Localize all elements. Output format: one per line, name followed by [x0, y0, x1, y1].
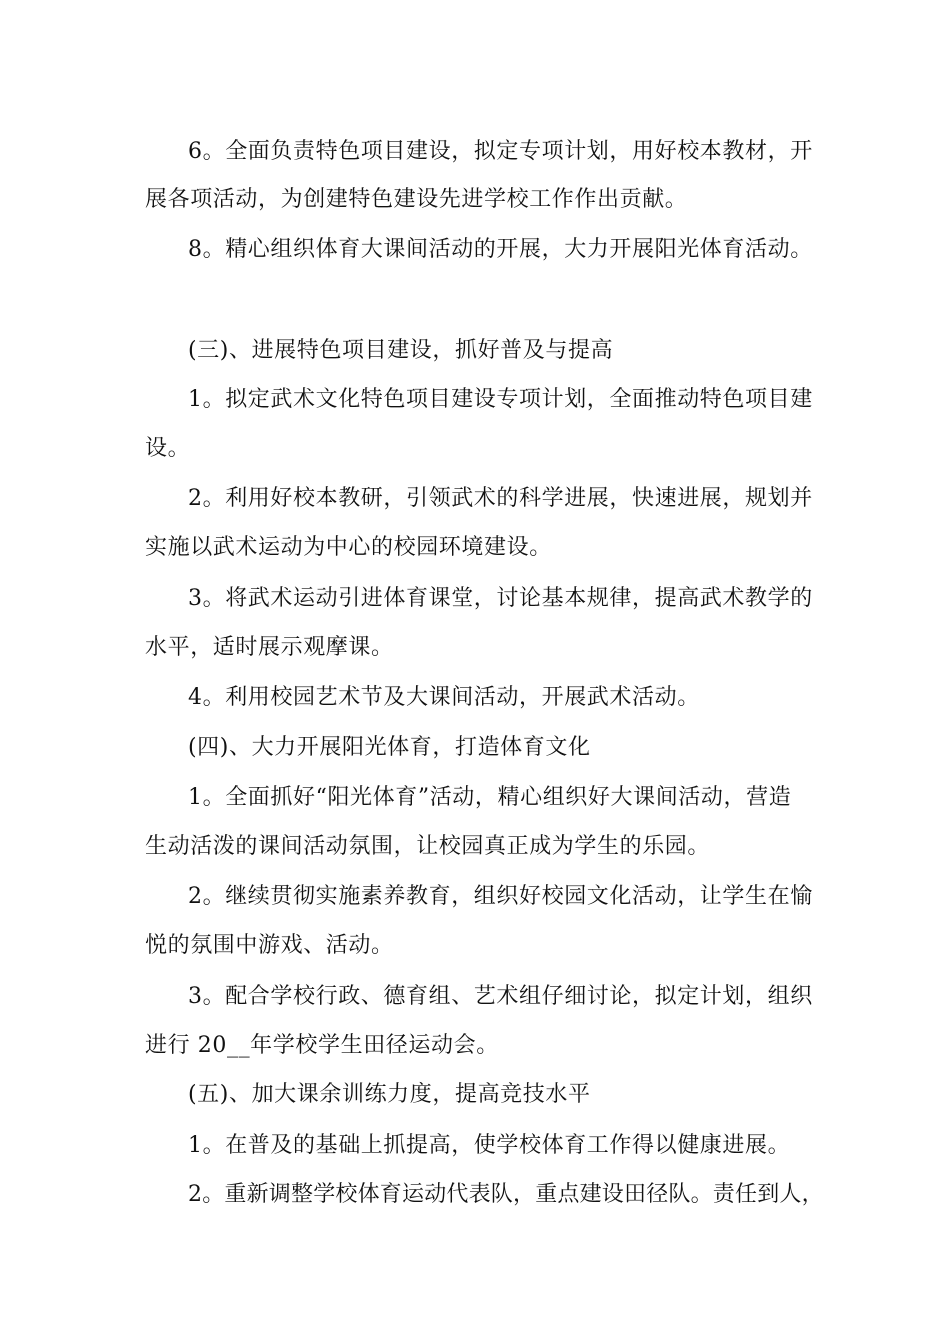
paragraph-line: 6。全面负责特色项目建设，拟定专项计划，用好校本教材，开 [188, 139, 813, 164]
paragraph-line: 2。重新调整学校体育运动代表队，重点建设田径队。责任到人， [188, 1182, 824, 1207]
paragraph-line: 2。继续贯彻实施素养教育，组织好校园文化活动，让学生在愉 [188, 884, 813, 909]
paragraph-line: 生动活泼的课间活动氛围，让校园真正成为学生的乐园。 [145, 834, 711, 859]
paragraph-line: 悦的氛围中游戏、活动。 [145, 933, 394, 958]
paragraph-line: 1。全面抓好“阳光体育”活动，精心组织好大课间活动，营造 [188, 785, 792, 810]
section-heading: (三)、进展特色项目建设，抓好普及与提高 [188, 338, 614, 363]
paragraph-line: 2。利用好校本教研，引领武术的科学进展，快速进展，规划并 [188, 486, 813, 511]
section-heading: (五)、加大课余训练力度，提高竞技水平 [188, 1082, 591, 1107]
paragraph-line: 实施以武术运动为中心的校园环境建设。 [145, 535, 552, 560]
paragraph-line: 3。配合学校行政、德育组、艺术组仔细讨论，拟定计划，组织 [188, 984, 813, 1009]
paragraph-line: 4。利用校园艺术节及大课间活动，开展武术活动。 [188, 685, 700, 710]
paragraph-line: 展各项活动，为创建特色建设先进学校工作作出贡献。 [145, 187, 688, 212]
paragraph-line: 1。拟定武术文化特色项目建设专项计划，全面推动特色项目建 [188, 387, 813, 412]
paragraph-line: 水平，适时展示观摩课。 [145, 635, 394, 660]
paragraph-line: 3。将武术运动引进体育课堂，讨论基本规律，提高武术教学的 [188, 586, 813, 611]
paragraph-line: 1。在普及的基础上抓提高，使学校体育工作得以健康进展。 [188, 1133, 791, 1158]
paragraph-line: 8。精心组织体育大课间活动的开展，大力开展阳光体育活动。 [188, 237, 813, 262]
paragraph-line: 进行 20__年学校学生田径运动会。 [145, 1033, 499, 1058]
section-heading: (四)、大力开展阳光体育，打造体育文化 [188, 735, 591, 760]
paragraph-line: 设。 [145, 436, 191, 461]
